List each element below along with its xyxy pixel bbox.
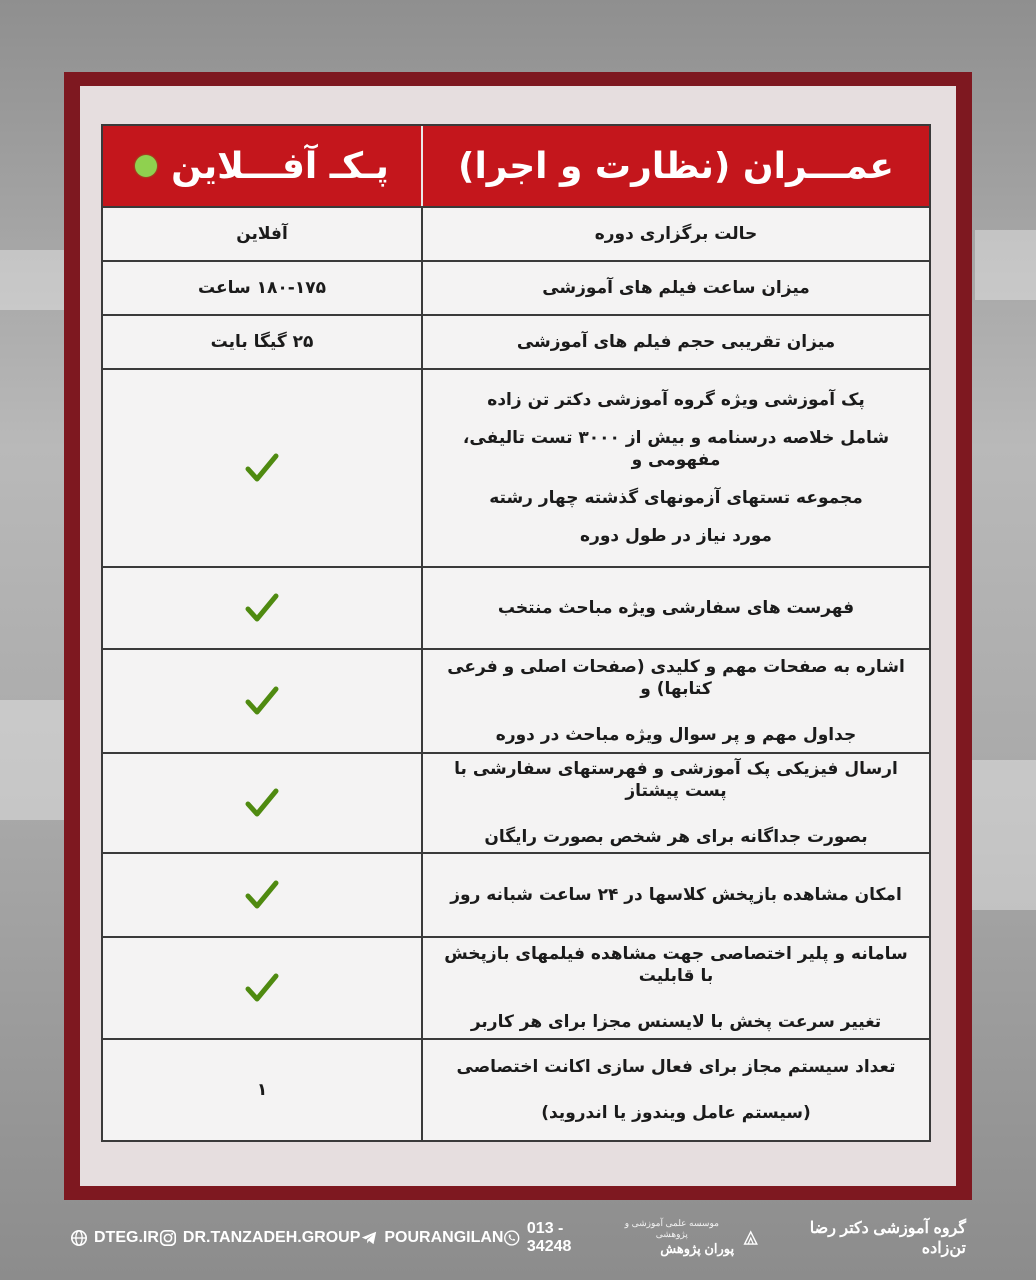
feature-cell xyxy=(421,316,929,368)
brand-main-text: گروه آموزشی دکتر رضا تن‌زاده xyxy=(809,1220,966,1257)
instagram-text: DR.TANZADEH.GROUP xyxy=(182,1229,361,1246)
content-panel xyxy=(80,86,956,1186)
feature-text: ارسال فیزیکی پک آموزشی و فهرستهای سفارشی با پست پیشتاز xyxy=(454,758,898,801)
table-row xyxy=(103,316,929,370)
instagram-icon xyxy=(159,1229,177,1247)
feature-text: فهرست های سفارشی ویژه مباحث منتخب xyxy=(497,597,855,618)
package-value-cell xyxy=(103,370,421,566)
phone-link[interactable] xyxy=(503,1220,609,1256)
feature-text: تغییر سرعت پخش با لایسنس مجزا برای هر کاربر xyxy=(470,1012,882,1033)
feature-text: تعداد سیستم مجاز برای فعال سازی اکانت اختصاصی xyxy=(456,1056,896,1077)
background-desk xyxy=(972,760,1036,910)
feature-cell xyxy=(421,568,929,648)
feature-text: میزان ساعت فیلم های آموزشی xyxy=(542,277,810,298)
package-value-cell xyxy=(103,208,421,260)
package-value: آفلاین xyxy=(236,224,288,244)
checkmark-icon xyxy=(245,593,279,623)
package-value-cell xyxy=(103,262,421,314)
comparison-table xyxy=(101,124,931,1142)
content-frame xyxy=(64,72,972,1200)
feature-cell xyxy=(421,208,929,260)
feature-text: جداول مهم و پر سوال ویژه مباحث در دوره xyxy=(495,725,857,746)
table-header xyxy=(103,126,929,208)
package-value-cell xyxy=(103,1040,421,1140)
instagram-link[interactable] xyxy=(159,1229,360,1247)
package-value-cell xyxy=(103,854,421,936)
website-text: DTEG.IR xyxy=(94,1229,159,1246)
package-value-cell xyxy=(103,568,421,648)
telegram-icon xyxy=(360,1229,378,1247)
feature-text: بصورت جداگانه برای هر شخص بصورت رایگان xyxy=(484,827,868,848)
package-value: ۱ xyxy=(256,1080,268,1100)
table-row xyxy=(103,208,929,262)
phone-text: 013 - 34248 xyxy=(526,1220,572,1255)
feature-text: مجموعه تستهای آزمونهای گذشته چهار رشته xyxy=(489,488,863,509)
brand-block xyxy=(610,1218,966,1258)
checkmark-icon xyxy=(245,973,279,1003)
feature-text: میزان تقریبی حجم فیلم های آموزشی xyxy=(516,331,836,352)
feature-cell xyxy=(421,1040,929,1140)
package-value-cell xyxy=(103,316,421,368)
feature-cell xyxy=(421,754,929,852)
course-title: عمـــران (نظارت و اجرا) xyxy=(458,145,895,187)
table-row xyxy=(103,854,929,938)
feature-text: (سیستم عامل ویندوز یا اندروید) xyxy=(541,1103,811,1123)
background-desk xyxy=(0,250,70,310)
feature-cell xyxy=(421,650,929,752)
feature-text: سامانه و پلیر اختصاصی جهت مشاهده فیلمهای بازپخش با قابلیت xyxy=(444,943,908,986)
checkmark-icon xyxy=(245,788,279,818)
checkmark-icon xyxy=(245,686,279,716)
brand-sub-text: پوران پژوهش xyxy=(660,1241,735,1256)
telegram-link[interactable] xyxy=(360,1229,503,1247)
table-row xyxy=(103,754,929,854)
table-row xyxy=(103,1040,929,1140)
package-value-cell xyxy=(103,754,421,852)
table-row xyxy=(103,938,929,1040)
package-value-cell xyxy=(103,938,421,1038)
checkmark-icon xyxy=(245,453,279,483)
globe-icon xyxy=(70,1229,88,1247)
brand-small-text: موسسه علمی آموزشی و پژوهشی xyxy=(624,1218,719,1239)
feature-cell xyxy=(421,854,929,936)
feature-cell xyxy=(421,370,929,566)
phone-icon xyxy=(503,1229,520,1247)
feature-text: مورد نیاز در طول دوره xyxy=(580,526,772,547)
footer-bar xyxy=(0,1216,1036,1260)
table-row xyxy=(103,568,929,650)
checkmark-icon xyxy=(245,880,279,910)
brand-logo-icon xyxy=(742,1229,759,1247)
feature-cell xyxy=(421,938,929,1038)
background-desk xyxy=(975,230,1036,300)
online-status-dot-icon xyxy=(135,155,157,177)
course-header-cell xyxy=(421,126,929,206)
package-title: پـکـ آفـــلاین xyxy=(171,145,389,187)
feature-text: پک آموزشی ویژه گروه آموزشی دکتر تن زاده xyxy=(487,389,865,410)
table-row xyxy=(103,262,929,316)
feature-text: حالت برگزاری دوره xyxy=(594,223,758,244)
telegram-text: POURANGILAN xyxy=(384,1229,504,1246)
table-row xyxy=(103,650,929,754)
background-desk xyxy=(0,700,64,820)
package-value-cell xyxy=(103,650,421,752)
package-value: ۲۵ گیگا بایت xyxy=(210,332,314,352)
brand-secondary xyxy=(610,1218,735,1258)
package-header-cell xyxy=(103,126,421,206)
table-row xyxy=(103,370,929,568)
feature-text: شامل خلاصه درسنامه و بیش از ۳۰۰۰ تست تالیفی، مفهومی و xyxy=(462,427,890,470)
feature-text: امکان مشاهده بازپخش کلاسها در ۲۴ ساعت شبانه روز xyxy=(450,884,902,905)
feature-text: اشاره به صفحات مهم و کلیدی (صفحات اصلی و فرعی کتابها) و xyxy=(447,656,905,699)
website-link[interactable] xyxy=(70,1229,159,1247)
package-value: ۱۸۰-۱۷۵ ساعت xyxy=(198,278,326,298)
feature-cell xyxy=(421,262,929,314)
